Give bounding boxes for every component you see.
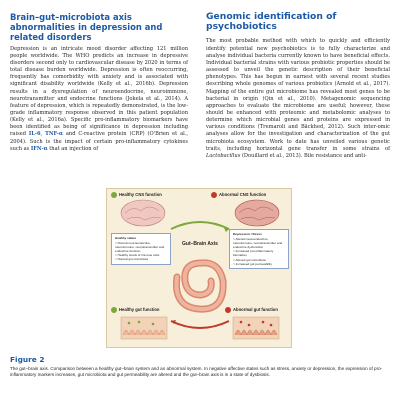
text-run: that an injection of	[47, 145, 99, 152]
text-run: ,	[40, 131, 46, 138]
figure-illustration	[107, 189, 293, 349]
il6-term: IL-6	[28, 131, 41, 138]
text-run: (Douillard et al., 2013). Bile resistance and anti-	[240, 152, 367, 159]
healthy-gut-indicator-icon	[111, 307, 117, 313]
gut-brain-figure	[106, 188, 292, 348]
healthy-gut-illustration	[121, 317, 167, 339]
right-column	[206, 12, 390, 160]
list-item: > Normal gut microbiota	[115, 257, 167, 261]
healthy-gut-label: Healthy gut function	[119, 307, 160, 312]
text-run: Depression is an intricate mood disorder affecting 121 million people worldwide. The WHO predicts an increase in depressive disorders second only to cardiovascular disease by 2020 in terms of total disease burden worldwide. Depression is often reoccurring, frequently has comorbidity with anxiety and is associated with significant disability worldwide (Kelly et al., 2016b). Depression results in a dysregulation of neuroendocrine, neuroimmune, neurotransmitter and endocrine functions (Jokela et al., 2014). A feature of depression, which is repeatedly demonstrated, is the low-grade inflammatory response observed in this patient population (Kelly et al., 2016a). Specific pro-inflammatory biomarkers have been identified as being of significance in depression including raised	[10, 45, 188, 138]
intestine-illustration	[176, 263, 223, 309]
healthy-status-box	[111, 233, 171, 265]
list-item: > Healthy levels of immune cells	[115, 253, 167, 257]
depression-paragraph	[10, 46, 188, 153]
genomic-paragraph	[206, 38, 390, 160]
section-title-depression: Brain–gut–microbiota axis abnormalities in depression and related disorders	[10, 12, 163, 43]
left-column	[10, 12, 188, 153]
depression-status-title: Depression / Stress	[233, 232, 262, 236]
abnormal-cns-label: Abnormal CNS function	[219, 192, 267, 197]
list-item: > Increased pro-inflammatory biomarker	[233, 249, 285, 257]
figure-caption-text: The gut–brain axis. Comparison between a healthy gut–brain system and an abnormal system. In negative affective states such as stress, anxiety or depression, the expression of pro-inflammatory markers increases, gut microbiota and gut permeability are altered and the gut–brain axis is in a state of dysbiosis.	[10, 366, 383, 378]
list-item: > Increased gut permeability	[233, 262, 285, 266]
healthy-indicator-icon	[111, 192, 117, 198]
list-item: > Altered gut microbiota	[233, 258, 285, 262]
healthy-cns-label: Healthy CNS function	[119, 192, 162, 197]
healthy-status-title: Healthy status	[115, 236, 137, 240]
list-item: > Normal neuroendocrine, neuroimmune, neurotransmitter and endocrine function	[115, 241, 167, 253]
abnormal-gut-label: Abnormal gut function	[233, 307, 278, 312]
text-run: The most probable method with which to quickly and efficiently identify potential new psychobiotics is to fully characterize and analyse individual bacteria currently known to have beneficial effects. Individual bacterial strains with various probiotic properties should be assessed to unveil the genetic description of their beneficial phenotypes. This has begun in earnest with several recent studies describing whole genomes of various probiotics (Arnold et al., 2017). Mapping of the entire gut microbiome has revealed most genes to be bacterial in origin (Qin et al., 2010). Metagenomic sequencing approaches to evaluate the microbiome are useful; however, these should be enhanced with proteomic and metabolomic analyses to determine which microbial genes and proteins are expressed in various conditions (Tremaroli and Bäckhed, 2012). Such inter-omic analyses allow for the investigation and characterization of the gut microbiota ecosystem. Work to date has unveiled various genetic traits, including horizontal gene transfer in some strains of	[206, 38, 390, 152]
healthy-status-list	[115, 241, 167, 261]
list-item: > Altered neuroendocrine, neuroimmune, neurotransmitter and endocrine dysfunction	[233, 237, 285, 249]
figure-caption-title: Figure 2	[10, 355, 45, 364]
abnormal-gut-illustration	[233, 317, 279, 339]
text-run: and C-reactive protein (CRP) (O'Brien et al., 2004). Such is the impact of certain pro-inflammatory cytokines such as	[10, 131, 188, 152]
section-title-genomic: Genomic identification of psychobiotics	[206, 11, 337, 33]
abnormal-brain-illustration	[235, 200, 279, 226]
depression-status-box	[229, 229, 289, 269]
tnf-term: TNF-α	[45, 131, 63, 138]
depression-status-list	[233, 237, 285, 266]
gut-brain-axis-label: Gut–Brain Axis	[182, 241, 218, 247]
healthy-brain-illustration	[121, 200, 165, 226]
lactobacillus-term: Lactobacillus	[206, 152, 241, 159]
abnormal-indicator-icon	[211, 192, 217, 198]
ifn-term: IFN-α	[30, 145, 48, 152]
abnormal-gut-indicator-icon	[225, 307, 231, 313]
